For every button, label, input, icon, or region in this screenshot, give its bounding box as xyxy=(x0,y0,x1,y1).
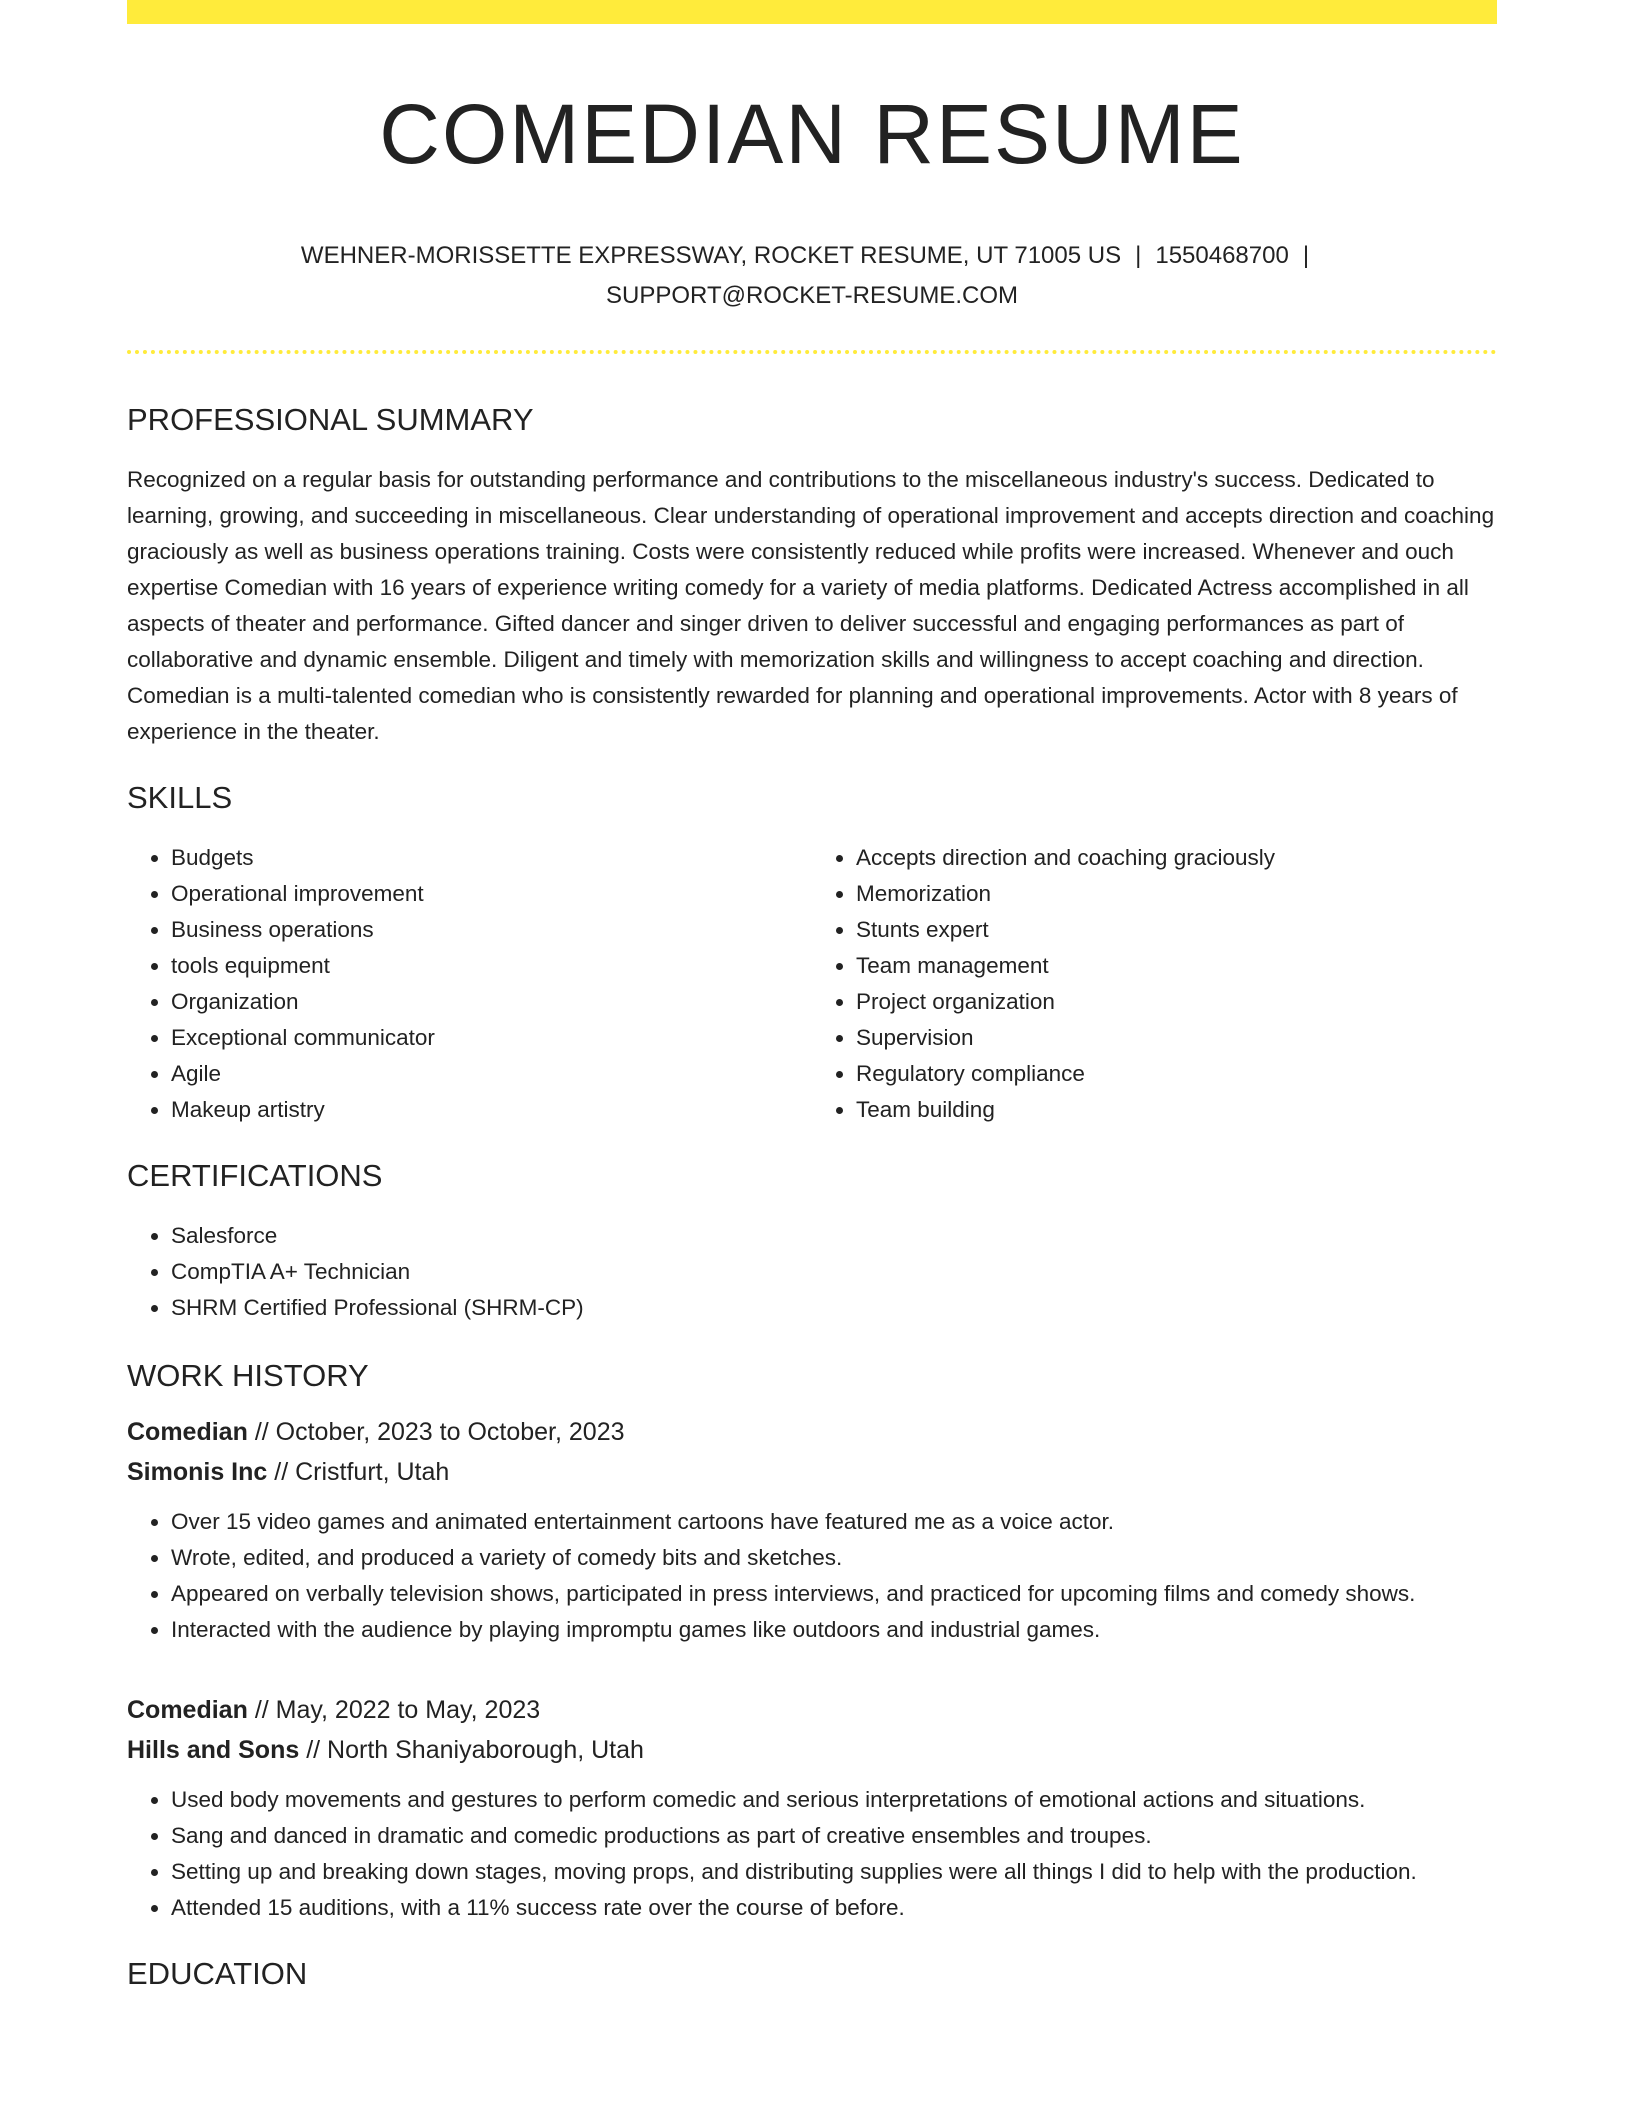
certification-item: • CompTIA A+ Technician xyxy=(171,1254,1497,1290)
contact-info xyxy=(127,236,1497,316)
job-bullet: • Over 15 video games and animated entertainment cartoons have featured me as a voice actor. xyxy=(171,1504,1497,1540)
job-bullet: • Used body movements and gestures to perform comedic and serious interpretations of emotional actions and situations. xyxy=(171,1782,1497,1818)
certification-item: • SHRM Certified Professional (SHRM-CP) xyxy=(171,1290,1497,1326)
job-bullet: • Setting up and breaking down stages, moving props, and distributing supplies were all things I did to help with the production. xyxy=(171,1854,1497,1890)
skill-item: • Exceptional communicator xyxy=(171,1020,812,1056)
job-bullet: • Sang and danced in dramatic and comedic productions as part of creative ensembles and troupes. xyxy=(171,1818,1497,1854)
job-bullet: • Attended 15 auditions, with a 11% success rate over the course of before. xyxy=(171,1890,1497,1926)
dotted-divider xyxy=(127,350,1497,354)
job-location: // Cristfurt, Utah xyxy=(274,1458,450,1486)
summary-heading: PROFESSIONAL SUMMARY xyxy=(127,402,534,437)
job-bullet: • Interacted with the audience by playing impromptu games like outdoors and industrial games. xyxy=(171,1612,1497,1648)
skill-item: • Project organization xyxy=(856,984,1497,1020)
skill-item: • Stunts expert xyxy=(856,912,1497,948)
job-role-line xyxy=(127,1412,1497,1452)
separator: | xyxy=(1135,242,1142,269)
skill-item: • Team management xyxy=(856,948,1497,984)
summary-text: Recognized on a regular basis for outstanding performance and contributions to the miscellaneous industry's success. Dedicated to learning, growing, and succeeding in miscellaneous. Clear understanding of operational improvement and accepts direction and coaching graciously as well as business operations training. Costs were consistently reduced while profits were increased. Whenever and ouch expertise Comedian with 16 years of experience writing comedy for a variety of media platforms. Dedicated Actress accomplished in all aspects of theater and performance. Gifted dancer and singer driven to deliver successful and engaging performances as part of collaborative and dynamic ensemble. Diligent and timely with memorization skills and willingness to accept coaching and direction. Comedian is a multi-talented comedian who is consistently rewarded for planning and operational improvements. Actor with 8 years of experience in the theater. xyxy=(127,467,1495,744)
skills-columns xyxy=(127,840,1497,1128)
skill-item: • Memorization xyxy=(856,876,1497,912)
skill-item: • Supervision xyxy=(856,1020,1497,1056)
job-role: Comedian xyxy=(127,1696,248,1724)
phone: 1550468700 xyxy=(1155,242,1289,269)
skill-item: • Operational improvement xyxy=(171,876,812,912)
skill-item: • Accepts direction and coaching graciously xyxy=(856,840,1497,876)
job-bullets xyxy=(127,1782,1497,1926)
skill-item: • Organization xyxy=(171,984,812,1020)
job-location: // North Shaniyaborough, Utah xyxy=(306,1736,644,1764)
resume-title: COMEDIAN RESUME xyxy=(379,87,1245,181)
job-dates: // October, 2023 to October, 2023 xyxy=(254,1418,625,1446)
skill-item: • Makeup artistry xyxy=(171,1092,812,1128)
job-company-line xyxy=(127,1730,1497,1770)
address: WEHNER-MORISSETTE EXPRESSWAY, ROCKET RESUME, UT 71005 US xyxy=(300,242,1122,269)
skills-heading: SKILLS xyxy=(127,780,233,815)
job-dates: // May, 2022 to May, 2023 xyxy=(254,1696,541,1724)
job-company-line xyxy=(127,1452,1497,1492)
work-history-heading: WORK HISTORY xyxy=(127,1358,369,1393)
certifications-list xyxy=(127,1218,1497,1326)
job-bullet: • Appeared on verbally television shows, participated in press interviews, and practiced for upcoming films and comedy shows. xyxy=(171,1576,1497,1612)
job-entry xyxy=(127,1690,1497,1926)
certification-item: • Salesforce xyxy=(171,1218,1497,1254)
skills-left-list xyxy=(127,840,812,1128)
job-role-line xyxy=(127,1690,1497,1730)
certifications-heading: CERTIFICATIONS xyxy=(127,1158,383,1193)
skill-item: • tools equipment xyxy=(171,948,812,984)
job-company: Simonis Inc xyxy=(127,1458,268,1486)
job-entry xyxy=(127,1412,1497,1648)
job-company: Hills and Sons xyxy=(127,1736,300,1764)
job-bullets xyxy=(127,1504,1497,1648)
email: SUPPORT@ROCKET-RESUME.COM xyxy=(606,282,1018,309)
education-heading: EDUCATION xyxy=(127,1956,308,1991)
job-role: Comedian xyxy=(127,1418,248,1446)
resume-page xyxy=(127,0,1497,1994)
separator: | xyxy=(1302,242,1310,269)
skill-item: • Budgets xyxy=(171,840,812,876)
skills-right-list xyxy=(812,840,1497,1128)
skill-item: • Business operations xyxy=(171,912,812,948)
skill-item: • Agile xyxy=(171,1056,812,1092)
skill-item: • Team building xyxy=(856,1092,1497,1128)
job-bullet: • Wrote, edited, and produced a variety of comedy bits and sketches. xyxy=(171,1540,1497,1576)
top-accent-bar xyxy=(127,0,1497,24)
skill-item: • Regulatory compliance xyxy=(856,1056,1497,1092)
